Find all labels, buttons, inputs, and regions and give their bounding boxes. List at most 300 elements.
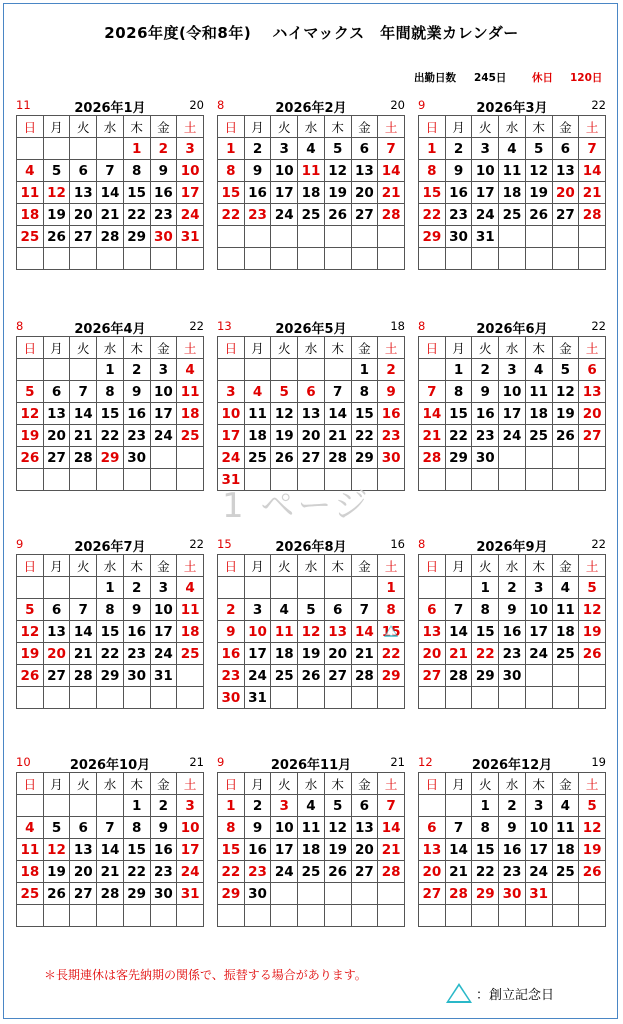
- month-title: 2026年7月: [74, 540, 146, 555]
- month-calendar: [16, 95, 204, 270]
- day-cell: 27: [298, 447, 325, 469]
- empty-cell: [419, 577, 446, 599]
- triangle-icon: [446, 983, 472, 1003]
- day-cell: 29: [123, 883, 150, 905]
- day-cell: 5: [271, 381, 298, 403]
- empty-cell: [218, 905, 245, 927]
- day-cell: 12: [271, 403, 298, 425]
- empty-cell: [298, 248, 325, 270]
- day-cell: 30: [445, 226, 472, 248]
- day-cell: 5: [579, 577, 606, 599]
- weekday-header: 水: [298, 116, 325, 138]
- day-cell: 2: [499, 795, 526, 817]
- day-cell: 28: [70, 665, 97, 687]
- day-cell: 4: [271, 599, 298, 621]
- day-cell: 15: [445, 403, 472, 425]
- day-cell: 20: [419, 861, 446, 883]
- weekday-header: 月: [244, 773, 271, 795]
- day-cell: 3: [525, 577, 552, 599]
- day-cell: 5: [43, 160, 70, 182]
- empty-cell: [579, 905, 606, 927]
- work-days-label: 出勤日数: [414, 72, 456, 84]
- empty-cell: [298, 687, 325, 709]
- day-cell: 9: [499, 817, 526, 839]
- day-cell: 5: [298, 599, 325, 621]
- month-title: 2026年1月: [74, 101, 146, 116]
- weekday-header: 火: [472, 337, 499, 359]
- month-calendar: [217, 534, 405, 709]
- day-cell: 15: [218, 182, 245, 204]
- day-cell: 20: [70, 861, 97, 883]
- day-cell: 21: [378, 839, 405, 861]
- off-days-value: 120日: [570, 72, 603, 84]
- empty-cell: [271, 577, 298, 599]
- month-title: 2026年4月: [74, 322, 146, 337]
- day-cell: 26: [579, 861, 606, 883]
- empty-cell: [97, 905, 124, 927]
- day-cell: 16: [445, 182, 472, 204]
- empty-cell: [378, 248, 405, 270]
- day-cell: 19: [552, 403, 579, 425]
- month-off-days: 10: [16, 755, 31, 769]
- empty-cell: [123, 469, 150, 491]
- month-calendar: [217, 95, 405, 270]
- day-cell: 20: [419, 643, 446, 665]
- weekday-header: 月: [445, 116, 472, 138]
- day-cell: 4: [298, 795, 325, 817]
- day-cell: 13: [579, 381, 606, 403]
- day-cell: 26: [17, 665, 44, 687]
- month-title: 2026年5月: [275, 322, 347, 337]
- day-cell: 11: [298, 160, 325, 182]
- day-cell: 25: [17, 226, 44, 248]
- empty-cell: [445, 577, 472, 599]
- empty-cell: [445, 469, 472, 491]
- empty-cell: [97, 138, 124, 160]
- day-cell: 24: [525, 643, 552, 665]
- day-cell: 24: [150, 425, 177, 447]
- day-cell: 27: [419, 883, 446, 905]
- empty-cell: [525, 905, 552, 927]
- day-cell: 8: [378, 599, 405, 621]
- month-table: [217, 336, 405, 491]
- day-cell: 22: [472, 861, 499, 883]
- day-cell: 16: [244, 182, 271, 204]
- weekday-header: 火: [70, 337, 97, 359]
- day-cell: 20: [298, 425, 325, 447]
- day-cell: 8: [97, 381, 124, 403]
- day-cell: 27: [70, 883, 97, 905]
- day-cell: 14: [97, 839, 124, 861]
- empty-cell: [579, 447, 606, 469]
- weekday-header: 金: [351, 555, 378, 577]
- day-cell: 13: [298, 403, 325, 425]
- day-cell: 6: [351, 795, 378, 817]
- day-cell: 2: [123, 359, 150, 381]
- weekday-header: 火: [271, 337, 298, 359]
- day-cell: 19: [43, 204, 70, 226]
- day-cell: 24: [177, 861, 204, 883]
- weekday-header: 水: [298, 337, 325, 359]
- empty-cell: [123, 905, 150, 927]
- empty-cell: [70, 138, 97, 160]
- day-cell: 23: [378, 425, 405, 447]
- day-cell: 15: [419, 182, 446, 204]
- day-cell: 25: [244, 447, 271, 469]
- empty-cell: [472, 687, 499, 709]
- weekday-header: 火: [472, 116, 499, 138]
- empty-cell: [271, 905, 298, 927]
- day-cell: 12: [324, 160, 351, 182]
- month-table: [418, 336, 606, 491]
- empty-cell: [43, 577, 70, 599]
- day-cell: 29: [351, 447, 378, 469]
- legend-label: ：創立記念日: [476, 987, 555, 1003]
- empty-cell: [123, 248, 150, 270]
- day-cell: 19: [271, 425, 298, 447]
- day-cell: 12: [525, 160, 552, 182]
- day-cell: 14: [324, 403, 351, 425]
- day-cell: 10: [177, 160, 204, 182]
- weekday-header: 土: [378, 555, 405, 577]
- month-work-days: 16: [390, 537, 405, 551]
- day-cell: 25: [552, 861, 579, 883]
- empty-cell: [177, 905, 204, 927]
- month-off-days: 12: [418, 755, 433, 769]
- page-watermark: 1 ページ: [222, 486, 371, 526]
- weekday-header: 土: [579, 116, 606, 138]
- empty-cell: [324, 687, 351, 709]
- day-cell: 7: [97, 817, 124, 839]
- day-cell: 8: [97, 599, 124, 621]
- day-cell: 9: [244, 817, 271, 839]
- empty-cell: [70, 469, 97, 491]
- weekday-header: 金: [150, 116, 177, 138]
- weekday-header: 日: [419, 773, 446, 795]
- day-cell: 30: [123, 665, 150, 687]
- month-title: 2026年6月: [476, 322, 548, 337]
- day-cell: 18: [177, 403, 204, 425]
- day-cell: 10: [177, 817, 204, 839]
- empty-cell: [351, 248, 378, 270]
- day-cell: 3: [150, 359, 177, 381]
- day-cell: 17: [177, 182, 204, 204]
- day-cell: 7: [351, 599, 378, 621]
- day-cell: 20: [579, 403, 606, 425]
- empty-cell: [351, 577, 378, 599]
- weekday-header: 木: [324, 773, 351, 795]
- day-cell: 5: [324, 138, 351, 160]
- month-table: [16, 336, 204, 491]
- month-off-days: 8: [418, 319, 426, 333]
- day-cell: 29: [218, 883, 245, 905]
- day-cell: 31: [177, 883, 204, 905]
- day-cell: 30: [150, 226, 177, 248]
- month-title: 2026年8月: [275, 540, 347, 555]
- day-cell: 14: [445, 839, 472, 861]
- month-off-days: 9: [217, 755, 225, 769]
- empty-cell: [499, 687, 526, 709]
- weekday-header: 火: [271, 555, 298, 577]
- month-work-days: 22: [189, 537, 204, 551]
- day-cell: 15: [97, 621, 124, 643]
- empty-cell: [445, 795, 472, 817]
- day-cell: 6: [43, 381, 70, 403]
- day-cell: 30: [244, 883, 271, 905]
- empty-cell: [419, 359, 446, 381]
- empty-cell: [17, 577, 44, 599]
- empty-cell: [351, 883, 378, 905]
- weekday-header: 土: [579, 555, 606, 577]
- empty-cell: [472, 469, 499, 491]
- weekday-header: 金: [351, 773, 378, 795]
- empty-cell: [17, 795, 44, 817]
- day-cell: 30: [378, 447, 405, 469]
- day-cell: 1: [472, 577, 499, 599]
- day-cell: 16: [499, 621, 526, 643]
- empty-cell: [378, 226, 405, 248]
- month-table: [217, 554, 405, 709]
- weekday-header: 火: [472, 555, 499, 577]
- day-cell: 28: [378, 204, 405, 226]
- day-cell: 12: [324, 817, 351, 839]
- day-cell: 14: [351, 621, 378, 643]
- month-work-days: 22: [591, 98, 606, 112]
- weekday-header: 土: [177, 116, 204, 138]
- day-cell: 29: [97, 665, 124, 687]
- day-cell: 3: [472, 138, 499, 160]
- empty-cell: [579, 687, 606, 709]
- empty-cell: [499, 447, 526, 469]
- weekday-header: 月: [43, 555, 70, 577]
- weekday-header: 土: [177, 555, 204, 577]
- day-cell: 9: [499, 599, 526, 621]
- day-cell: 11: [177, 599, 204, 621]
- day-cell: 4: [525, 359, 552, 381]
- day-cell: 20: [552, 182, 579, 204]
- weekday-header: 水: [499, 555, 526, 577]
- empty-cell: [499, 905, 526, 927]
- empty-cell: [552, 226, 579, 248]
- empty-cell: [177, 248, 204, 270]
- empty-cell: [499, 226, 526, 248]
- day-cell: 18: [177, 621, 204, 643]
- day-cell: 25: [525, 425, 552, 447]
- empty-cell: [150, 905, 177, 927]
- day-cell: 21: [445, 643, 472, 665]
- weekday-header: 水: [499, 116, 526, 138]
- empty-cell: [177, 447, 204, 469]
- weekday-header: 水: [97, 337, 124, 359]
- day-cell: 4: [552, 577, 579, 599]
- weekday-header: 水: [298, 555, 325, 577]
- day-cell: 4: [298, 138, 325, 160]
- day-cell: 6: [579, 359, 606, 381]
- day-cell: 3: [218, 381, 245, 403]
- day-cell: 4: [17, 817, 44, 839]
- empty-cell: [70, 795, 97, 817]
- day-cell: 8: [472, 599, 499, 621]
- empty-cell: [150, 687, 177, 709]
- day-cell: 16: [499, 839, 526, 861]
- day-cell: 1: [445, 359, 472, 381]
- weekday-header: 木: [123, 337, 150, 359]
- day-cell: 19: [579, 839, 606, 861]
- day-cell: 8: [419, 160, 446, 182]
- day-cell: 15: [218, 839, 245, 861]
- day-cell: 8: [218, 817, 245, 839]
- day-cell: 16: [378, 403, 405, 425]
- day-cell: 3: [244, 599, 271, 621]
- empty-cell: [419, 795, 446, 817]
- day-cell: 23: [499, 861, 526, 883]
- day-cell: 2: [244, 138, 271, 160]
- day-cell: 27: [43, 665, 70, 687]
- day-cell: 12: [552, 381, 579, 403]
- day-cell: 22: [378, 643, 405, 665]
- month-work-days: 22: [591, 537, 606, 551]
- day-cell: 18: [525, 403, 552, 425]
- day-cell: 27: [552, 204, 579, 226]
- day-cell: 22: [123, 204, 150, 226]
- empty-cell: [218, 226, 245, 248]
- day-cell: 14: [378, 817, 405, 839]
- weekday-header: 火: [271, 773, 298, 795]
- weekday-header: 月: [43, 116, 70, 138]
- day-cell: 22: [97, 643, 124, 665]
- day-cell: 29: [123, 226, 150, 248]
- day-cell: 22: [218, 861, 245, 883]
- day-cell: 7: [70, 381, 97, 403]
- empty-cell: [271, 359, 298, 381]
- weekday-header: 日: [218, 555, 245, 577]
- day-cell: 5: [43, 817, 70, 839]
- day-cell: 27: [43, 447, 70, 469]
- day-cell: 27: [579, 425, 606, 447]
- day-cell: 22: [218, 204, 245, 226]
- day-cell: 21: [97, 204, 124, 226]
- day-cell: 9: [150, 160, 177, 182]
- day-cell: 15: [378, 621, 405, 643]
- empty-cell: [351, 905, 378, 927]
- weekday-header: 土: [579, 337, 606, 359]
- day-cell: 22: [472, 643, 499, 665]
- day-cell: 9: [123, 381, 150, 403]
- day-cell: 9: [445, 160, 472, 182]
- empty-cell: [499, 469, 526, 491]
- day-cell: 1: [123, 138, 150, 160]
- month-table: [418, 554, 606, 709]
- empty-cell: [271, 248, 298, 270]
- empty-cell: [298, 883, 325, 905]
- empty-cell: [324, 248, 351, 270]
- day-cell: 1: [123, 795, 150, 817]
- month-off-days: 9: [418, 98, 426, 112]
- day-cell: 24: [499, 425, 526, 447]
- day-cell: 17: [244, 643, 271, 665]
- day-cell: 11: [271, 621, 298, 643]
- day-cell: 16: [123, 621, 150, 643]
- day-cell: 2: [150, 795, 177, 817]
- empty-cell: [150, 469, 177, 491]
- day-cell: 26: [271, 447, 298, 469]
- empty-cell: [271, 687, 298, 709]
- month-calendar: [217, 316, 405, 491]
- empty-cell: [579, 469, 606, 491]
- day-cell: 24: [244, 665, 271, 687]
- empty-cell: [419, 687, 446, 709]
- month-table: [16, 554, 204, 709]
- day-cell: 23: [150, 861, 177, 883]
- empty-cell: [17, 248, 44, 270]
- day-cell: 12: [43, 839, 70, 861]
- empty-cell: [445, 905, 472, 927]
- day-cell: 1: [97, 577, 124, 599]
- day-cell: 20: [351, 839, 378, 861]
- empty-cell: [43, 905, 70, 927]
- empty-cell: [70, 359, 97, 381]
- day-cell: 26: [525, 204, 552, 226]
- day-cell: 4: [552, 795, 579, 817]
- day-cell: 27: [419, 665, 446, 687]
- empty-cell: [579, 226, 606, 248]
- day-cell: 8: [445, 381, 472, 403]
- page-title: 2026年度(令和8年) ハイマックス 年間就業カレンダー: [104, 24, 519, 42]
- weekday-header: 土: [378, 337, 405, 359]
- day-cell: 2: [378, 359, 405, 381]
- day-cell: 13: [552, 160, 579, 182]
- empty-cell: [218, 577, 245, 599]
- day-cell: 22: [123, 861, 150, 883]
- day-cell: 11: [552, 599, 579, 621]
- day-cell: 9: [218, 621, 245, 643]
- day-cell: 16: [150, 839, 177, 861]
- weekday-header: 金: [552, 773, 579, 795]
- empty-cell: [298, 226, 325, 248]
- day-cell: 5: [525, 138, 552, 160]
- empty-cell: [525, 226, 552, 248]
- day-cell: 10: [271, 160, 298, 182]
- day-cell: 28: [351, 665, 378, 687]
- day-cell: 4: [177, 359, 204, 381]
- day-cell: 20: [351, 182, 378, 204]
- day-cell: 15: [123, 182, 150, 204]
- day-cell: 31: [218, 469, 245, 491]
- day-cell: 18: [298, 182, 325, 204]
- empty-cell: [177, 687, 204, 709]
- empty-cell: [177, 469, 204, 491]
- month-off-days: 15: [217, 537, 232, 551]
- day-cell: 19: [324, 839, 351, 861]
- day-cell: 18: [552, 621, 579, 643]
- month-title: 2026年10月: [69, 758, 151, 773]
- weekday-header: 金: [150, 773, 177, 795]
- day-cell: 26: [43, 883, 70, 905]
- day-cell: 3: [177, 795, 204, 817]
- day-cell: 14: [419, 403, 446, 425]
- day-cell: 10: [244, 621, 271, 643]
- day-cell: 29: [97, 447, 124, 469]
- empty-cell: [97, 687, 124, 709]
- day-cell: 8: [123, 817, 150, 839]
- day-cell: 3: [525, 795, 552, 817]
- day-cell: 12: [17, 621, 44, 643]
- month-work-days: 21: [390, 755, 405, 769]
- day-cell: 27: [351, 204, 378, 226]
- footer-note: ＊長期連休は客先納期の関係で、振替する場合があります。: [44, 968, 367, 982]
- day-cell: 6: [351, 138, 378, 160]
- day-cell: 14: [70, 403, 97, 425]
